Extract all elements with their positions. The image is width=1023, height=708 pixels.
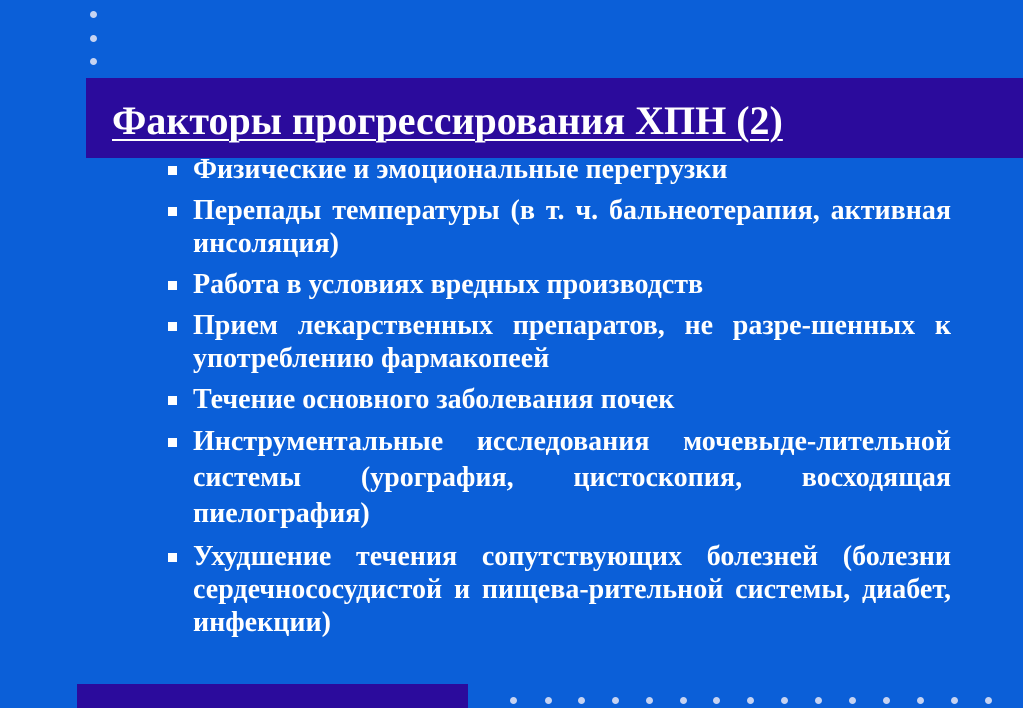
decor-dot [90, 35, 97, 42]
square-bullet-icon [168, 322, 177, 331]
decor-dot [747, 697, 754, 704]
bullet-item [164, 424, 951, 532]
square-bullet-icon [168, 438, 177, 447]
decor-dot [578, 697, 585, 704]
square-bullet-icon [168, 553, 177, 562]
bullet-item [164, 268, 951, 301]
bullet-item [164, 153, 951, 186]
decor-dot [90, 11, 97, 18]
decor-dot [646, 697, 653, 704]
bullet-item [164, 194, 951, 260]
square-bullet-icon [168, 396, 177, 405]
bullet-text: Ухудшение течения сопутствующих болезней (болезни сердечнососудистой и пищева-рительной системы, диабет, инфекции) [193, 541, 951, 638]
bullet-text: Прием лекарственных препаратов, не разре-шенных к употреблению фармакопеей [193, 310, 951, 374]
decor-dot [815, 697, 822, 704]
bullet-text: Течение основного заболевания почек [193, 384, 675, 415]
bullet-list [164, 153, 951, 647]
decor-dot [883, 697, 890, 704]
bullet-text: Работа в условиях вредных производств [193, 269, 704, 300]
bullet-item [164, 383, 951, 416]
square-bullet-icon [168, 281, 177, 290]
bullet-text: Перепады температуры (в т. ч. бальнеотерапия, активная инсоляция) [193, 195, 951, 259]
decor-dot [985, 697, 992, 704]
decor-dot [90, 58, 97, 65]
decor-dot [917, 697, 924, 704]
slide-title: Факторы прогрессирования ХПН (2) [112, 98, 783, 143]
decor-dot [713, 697, 720, 704]
bottom-band [77, 684, 468, 708]
bullet-item [164, 309, 951, 375]
decor-dot [849, 697, 856, 704]
decor-dot [680, 697, 687, 704]
square-bullet-icon [168, 166, 177, 175]
bullet-item [164, 540, 951, 639]
decor-dot [612, 697, 619, 704]
decor-dot [951, 697, 958, 704]
decor-dot [510, 697, 517, 704]
decor-dot [781, 697, 788, 704]
bullet-text: Физические и эмоциональные перегрузки [193, 154, 728, 185]
decor-dot [545, 697, 552, 704]
bullet-text: Инструментальные исследования мочевыде-лительной системы (урография, цистоскопия, восходящая пиелография) [193, 426, 951, 529]
square-bullet-icon [168, 207, 177, 216]
